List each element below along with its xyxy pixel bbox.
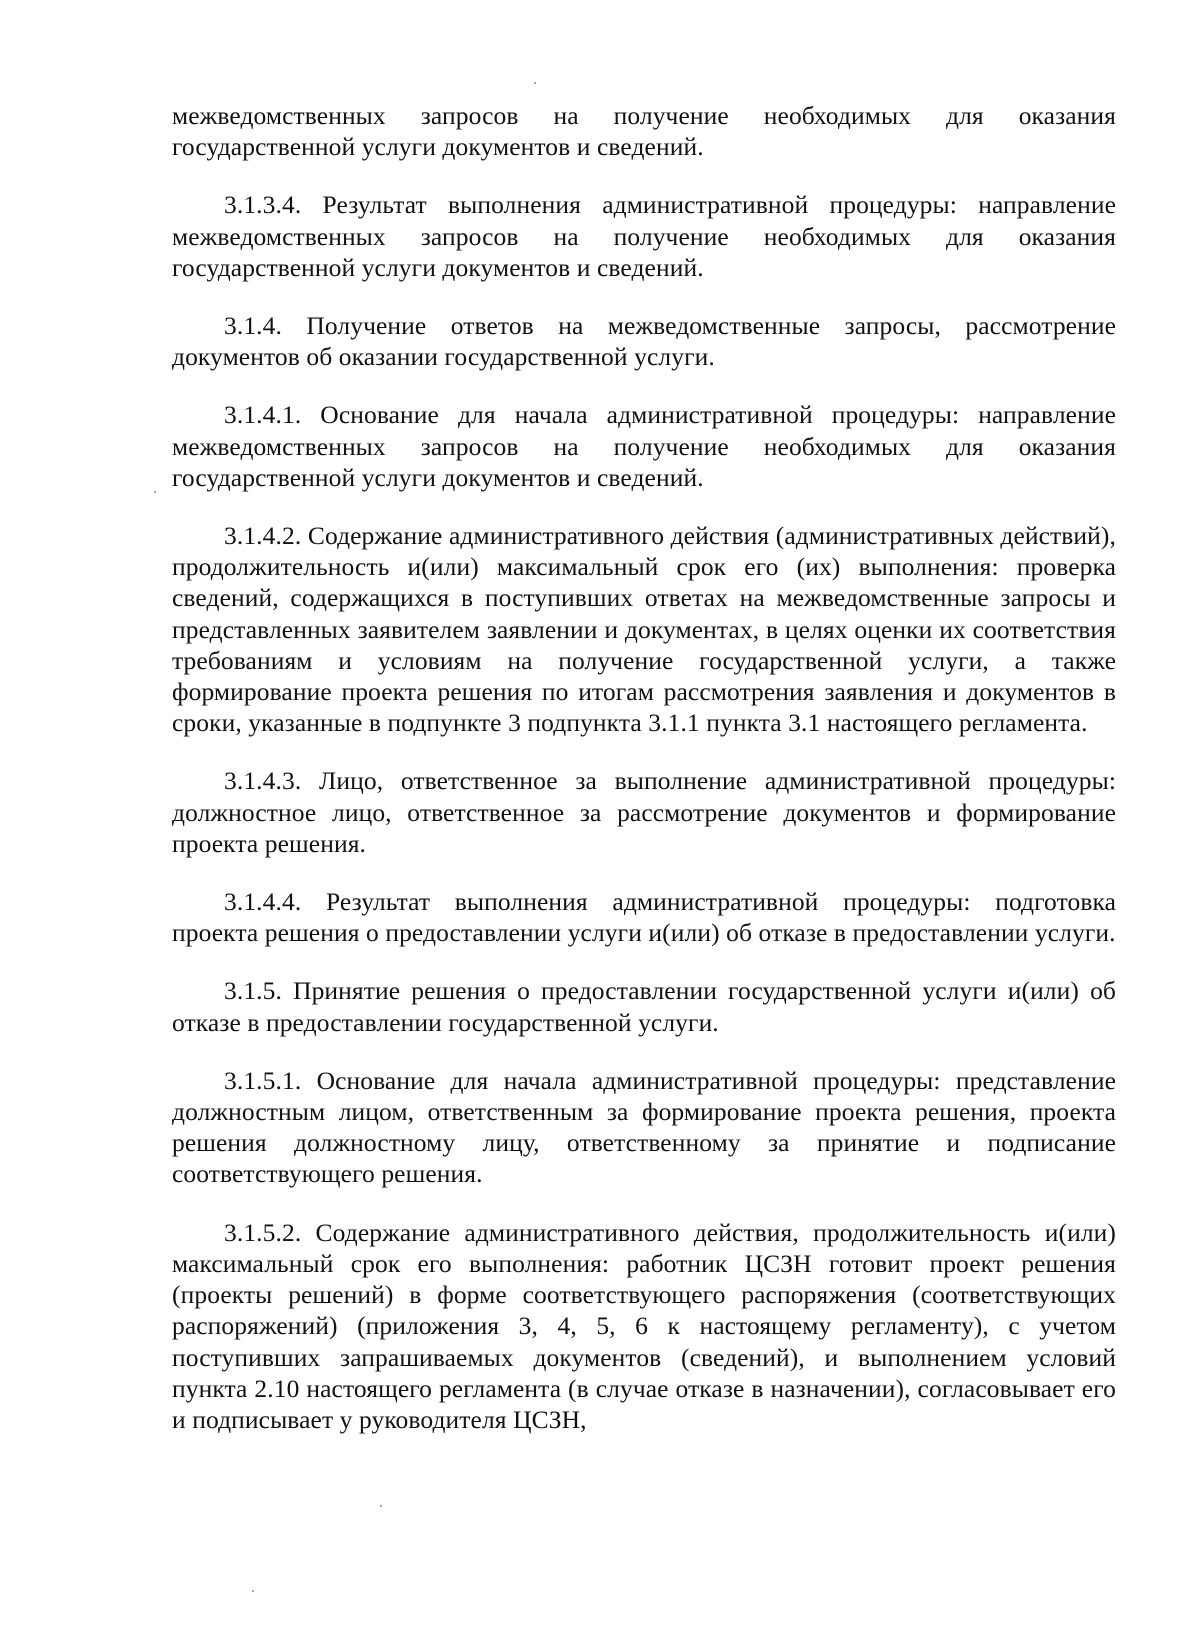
paragraph-3-1-4-2: 3.1.4.2. Содержание административного действия (административных действий), продолжительность и(или) максимальный срок его (их) выполнения: проверка сведений, содержащихся в поступивших ответах на межведомственные запросы и представленных заявителем заявлении и документах, в целях оценки их соответствия требованиям и условиям на получение государственной услуги, а также формирование проекта решения по итогам рассмотрения заявления и документов в сроки, указанные в подпункте 3 подпункта 3.1.1 пункта 3.1 настоящего регламента. [172,521,1116,738]
document-body [172,100,1116,1462]
scan-speck [154,491,156,493]
scan-speck [380,1505,382,1507]
paragraph-3-1-4-1: 3.1.4.1. Основание для начала административной процедуры: направление межведомственных запросов на получение необходимых для оказания государственной услуги документов и сведений. [172,400,1116,492]
paragraph-3-1-4: 3.1.4. Получение ответов на межведомственные запросы, рассмотрение документов об оказании государственной услуги. [172,311,1116,372]
paragraph-3-1-5: 3.1.5. Принятие решения о предоставлении государственной услуги и(или) об отказе в предоставлении государственной услуги. [172,976,1116,1037]
scan-speck [252,1590,254,1592]
paragraph-3-1-5-2: 3.1.5.2. Содержание административного действия, продолжительность и(или) максимальный срок его выполнения: работник ЦСЗН готовит проект решения (проекты решений) в форме соответствующего распоряжения (соответствующих распоряжений) (приложения 3, 4, 5, 6 к настоящему регламенту), с учетом поступивших запрашиваемых документов (сведений), и выполнением условий пункта 2.10 настоящего регламента (в случае отказе в назначении), согласовывает его и подписывает у руководителя ЦСЗН, [172,1217,1116,1434]
paragraph-3-1-3-4: 3.1.3.4. Результат выполнения административной процедуры: направление межведомственных запросов на получение необходимых для оказания государственной услуги документов и сведений. [172,190,1116,282]
paragraph-continuation: межведомственных запросов на получение необходимых для оказания государственной услуги документов и сведений. [172,101,1116,162]
paragraph-3-1-4-4: 3.1.4.4. Результат выполнения административной процедуры: подготовка проекта решения о предоставлении услуги и(или) об отказе в предоставлении услуги. [172,887,1116,948]
paragraph-3-1-4-3: 3.1.4.3. Лицо, ответственное за выполнение административной процедуры: должностное лицо, ответственное за рассмотрение документов и формирование проекта решения. [172,766,1116,858]
scan-speck [534,82,536,84]
paragraph-3-1-5-1: 3.1.5.1. Основание для начала административной процедуры: представление должностным лицом, ответственным за формирование проекта решения, проекта решения должностному лицу, ответственному за принятие и подписание соответствующего решения. [172,1065,1116,1189]
